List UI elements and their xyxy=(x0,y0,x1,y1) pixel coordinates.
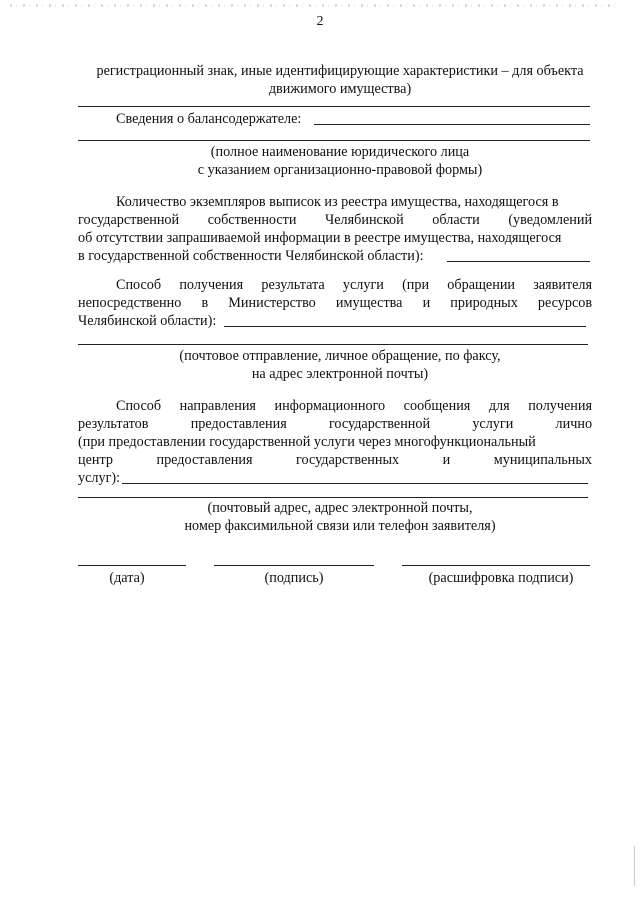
balance-holder-hint-line1: (полное наименование юридического лица xyxy=(210,144,470,160)
copies-count-field[interactable] xyxy=(447,261,590,262)
balance-holder-label: Сведения о балансодержателе: xyxy=(116,111,302,127)
delivery-line2: непосредственно в Министерство имущества и природных ресурсов xyxy=(78,295,593,311)
notification-hint-line2: номер факсимильной связи или телефон заявителя) xyxy=(184,518,496,534)
vehicle-note-line1: регистрационный знак, иные идентифицирующие характеристики – для объекта xyxy=(96,63,584,79)
notification-hint-line1: (почтовый адрес, адрес электронной почты, xyxy=(207,500,473,516)
date-label: (дата) xyxy=(109,570,145,586)
copies-line2: государственной собственности Челябинской области (уведомлений xyxy=(78,212,593,228)
delivery-method-field-line2[interactable] xyxy=(78,344,588,345)
delivery-line1: Способ получения результата услуги (при обращении заявителя xyxy=(116,277,593,293)
balance-holder-field[interactable] xyxy=(314,124,590,125)
notification-line2: результатов предоставления государственной услуги лично xyxy=(78,416,593,432)
delivery-hint-line1: (почтовое отправление, личное обращение, по факсу, xyxy=(179,348,501,364)
page-number: 2 xyxy=(316,14,324,29)
signature-decode-label: (расшифровка подписи) xyxy=(428,570,574,586)
balance-holder-field-line2[interactable] xyxy=(78,140,590,141)
balance-holder-hint-line2: с указанием организационно-правовой формы) xyxy=(197,162,483,178)
scan-edge-artifact xyxy=(634,846,635,886)
notification-line5: услуг): xyxy=(78,470,121,486)
copies-line3: об отсутствии запрашиваемой информации в реестре имущества, находящегося xyxy=(78,230,562,246)
scan-artifact xyxy=(10,4,620,7)
delivery-method-field[interactable] xyxy=(224,326,586,327)
vehicle-note-line2: движимого имущества) xyxy=(268,81,412,97)
signature-label: (подпись) xyxy=(264,570,324,586)
date-field[interactable] xyxy=(78,565,186,566)
signature-field[interactable] xyxy=(214,565,374,566)
notification-method-field[interactable] xyxy=(122,483,588,484)
signature-decode-field[interactable] xyxy=(402,565,590,566)
notification-line1: Способ направления информационного сообщения для получения xyxy=(116,398,593,414)
delivery-hint-line2: на адрес электронной почты) xyxy=(251,366,429,382)
delivery-line3: Челябинской области): xyxy=(78,313,217,329)
notification-line4: центр предоставления государственных и муниципальных xyxy=(78,452,592,468)
vehicle-fill-line[interactable] xyxy=(78,106,590,107)
copies-line4: в государственной собственности Челябинской области): xyxy=(78,248,424,264)
copies-line1: Количество экземпляров выписок из реестра имущества, находящегося в xyxy=(116,194,559,210)
notification-line3: (при предоставлении государственной услуги через многофункциональный xyxy=(78,434,536,450)
notification-method-field-line2[interactable] xyxy=(78,497,588,498)
